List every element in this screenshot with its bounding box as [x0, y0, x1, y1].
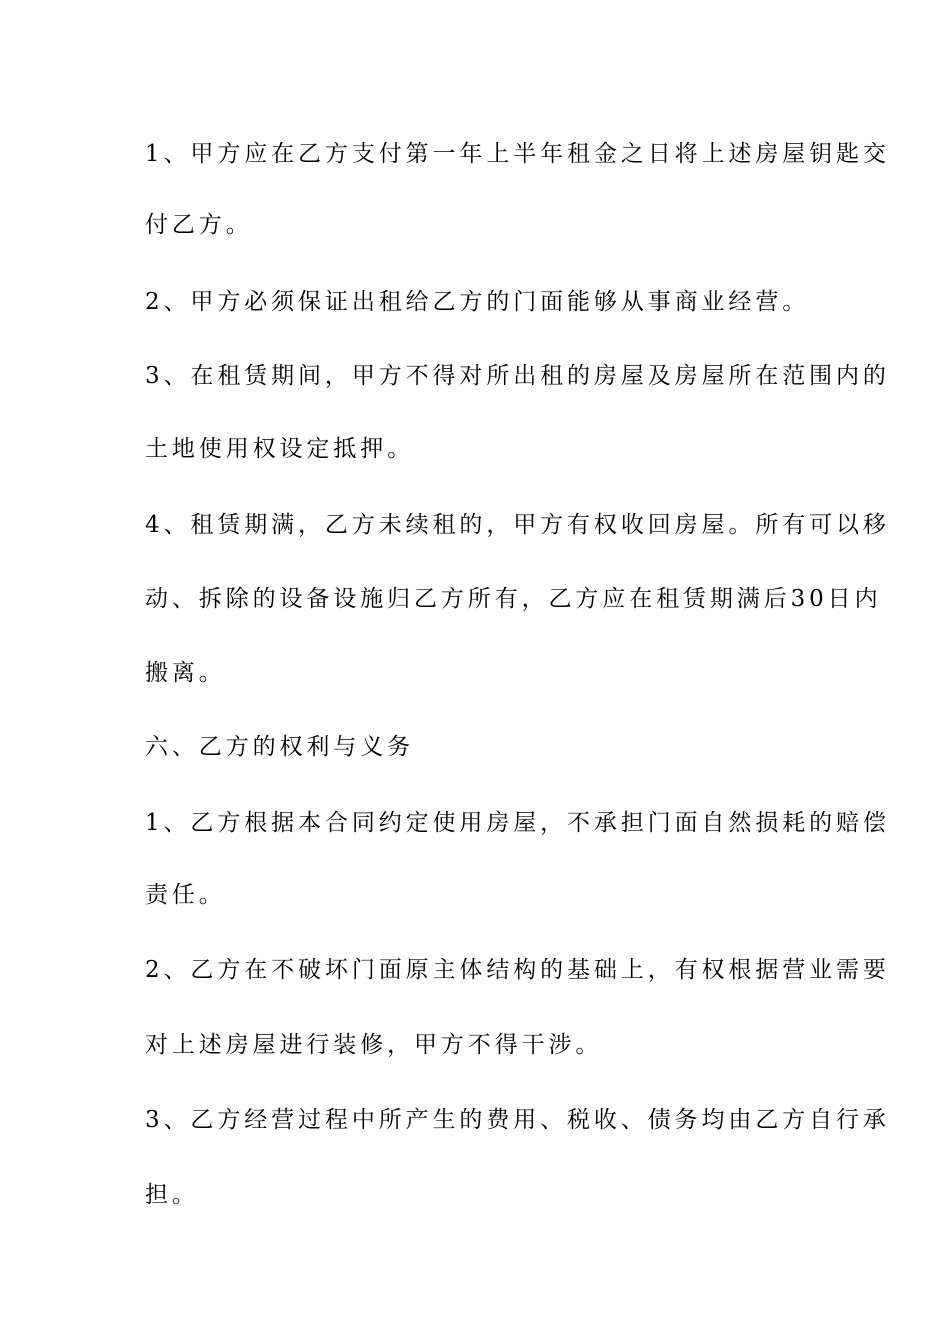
text-line: 责任。: [145, 882, 226, 908]
text-line: 搬离。: [145, 660, 226, 686]
text-line: 2、乙方在不破坏门面原主体结构的基础上，有权根据营业需要: [145, 957, 890, 983]
text-line: 1、甲方应在乙方支付第一年上半年租金之日将上述房屋钥匙交: [145, 141, 890, 167]
text-line: 1、乙方根据本合同约定使用房屋，不承担门面自然损耗的赔偿: [145, 810, 890, 836]
section-heading: 六、乙方的权利与义务: [145, 734, 414, 760]
text-line: 4、租赁期满，乙方未续租的，甲方有权收回房屋。所有可以移: [145, 512, 890, 538]
text-line: 3、乙方经营过程中所产生的费用、税收、债务均由乙方自行承: [145, 1107, 890, 1133]
text-line: 2、甲方必须保证出租给乙方的门面能够从事商业经营。: [145, 289, 810, 315]
text-line: 担。: [145, 1182, 199, 1208]
text-line: 动、拆除的设备设施归乙方所有，乙方应在租赁期满后30日内: [145, 586, 882, 612]
text-line: 付乙方。: [145, 212, 253, 238]
text-line: 3、在租赁期间，甲方不得对所出租的房屋及房屋所在范围内的: [145, 363, 890, 389]
text-line: 土地使用权设定抵押。: [145, 436, 414, 462]
text-line: 对上述房屋进行装修，甲方不得干涉。: [145, 1032, 603, 1058]
